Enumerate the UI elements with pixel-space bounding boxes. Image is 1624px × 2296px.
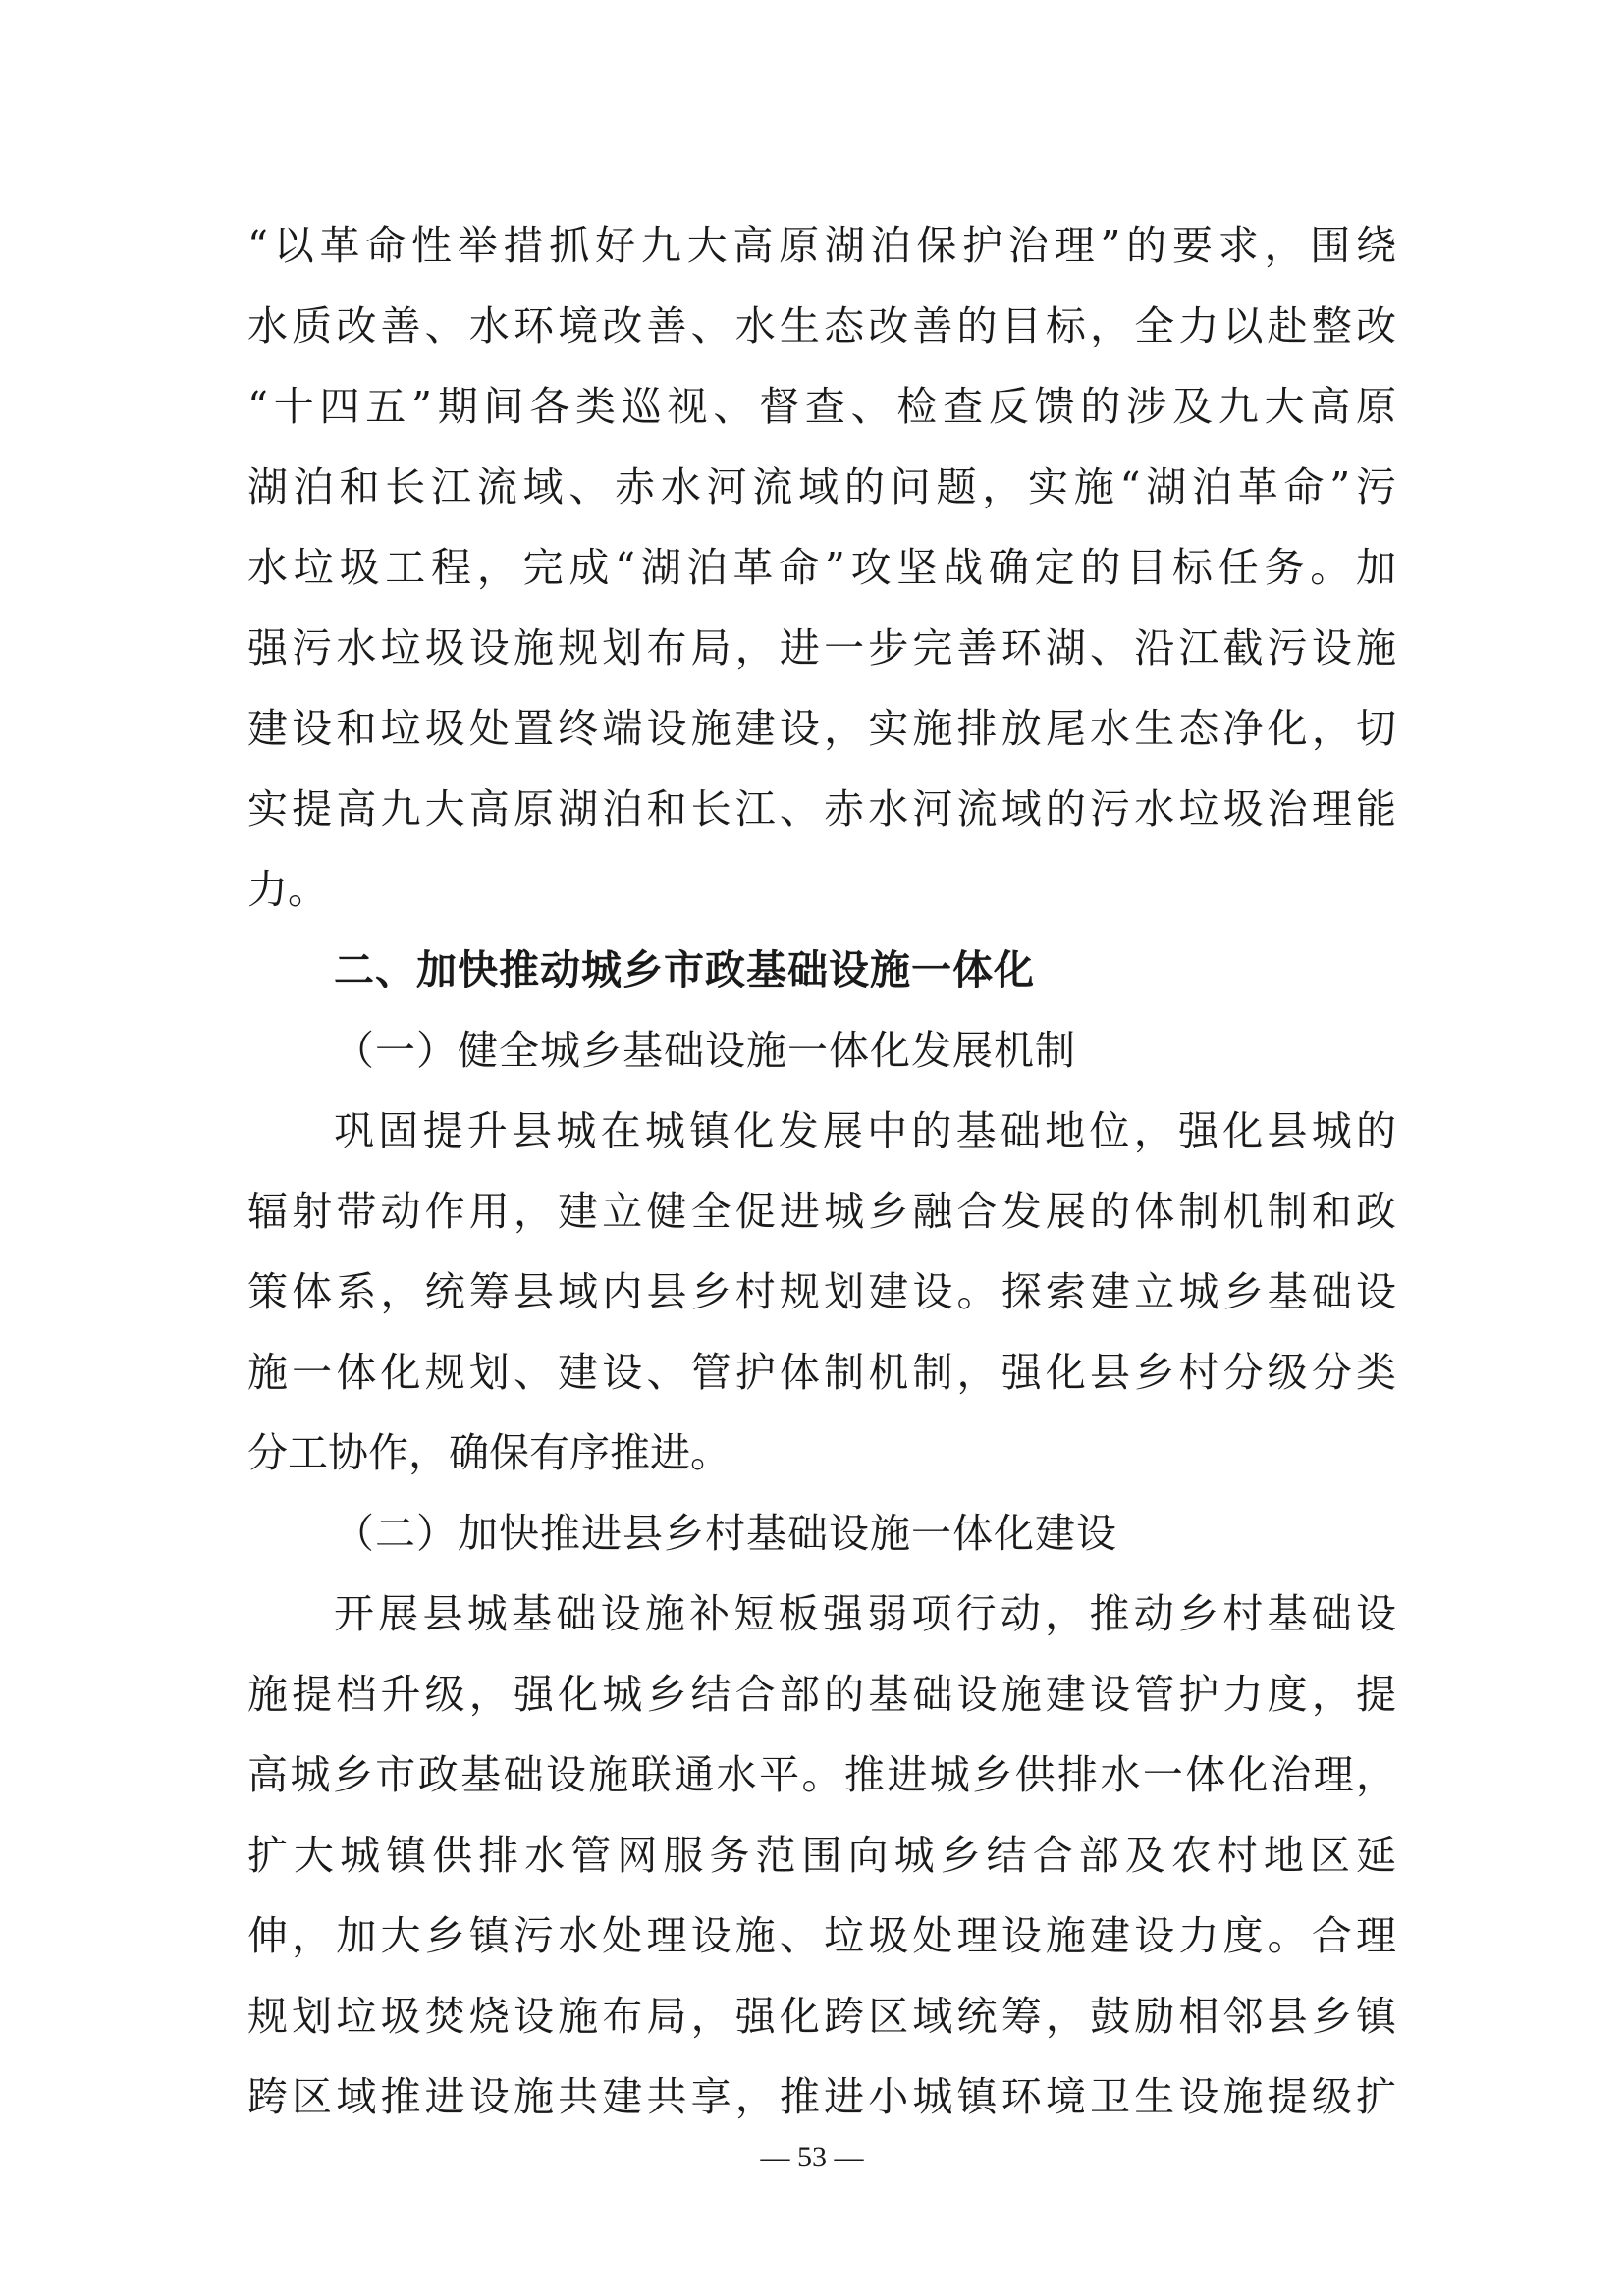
text-line: 分工协作，确保有序推进。 <box>247 1429 731 1476</box>
text-line: 力。 <box>247 866 328 913</box>
text-line: 巩固提升县城在城镇化发展中的基础地位，强化县城的 <box>334 1107 1396 1154</box>
text-line: “以革命性举措抓好九大高原湖泊保护治理”的要求，围绕 <box>247 222 1396 269</box>
text-line: 规划垃圾焚烧设施布局，强化跨区域统筹，鼓励相邻县乡镇 <box>247 1993 1396 2040</box>
text-line: 高城乡市政基础设施联通水平。推进城乡供排水一体化治理， <box>247 1751 1396 1798</box>
text-line: 施提档升级，强化城乡结合部的基础设施建设管护力度，提 <box>247 1671 1396 1718</box>
text-line: 水垃圾工程，完成“湖泊革命”攻坚战确定的目标任务。加 <box>247 544 1396 591</box>
text-line: 建设和垃圾处置终端设施建设，实施排放尾水生态净化，切 <box>247 705 1396 752</box>
text-line: 开展县城基础设施补短板强弱项行动，推动乡村基础设 <box>334 1590 1396 1637</box>
text-line: 水质改善、水环境改善、水生态改善的目标，全力以赴整改 <box>247 302 1396 349</box>
text-line: “十四五”期间各类巡视、督查、检查反馈的涉及九大高原 <box>247 383 1396 430</box>
page-number: — 53 — <box>760 2141 864 2173</box>
subsection-heading: （一）健全城乡基础设施一体化发展机制 <box>334 1027 1076 1074</box>
text-line: 跨区域推进设施共建共享，推进小城镇环境卫生设施提级扩 <box>247 2073 1396 2120</box>
text-line: 施一体化规划、建设、管护体制机制，强化县乡村分级分类 <box>247 1349 1396 1396</box>
text-line: 强污水垃圾设施规划布局，进一步完善环湖、沿江截污设施 <box>247 624 1396 671</box>
text-line: 辐射带动作用，建立健全促进城乡融合发展的体制机制和政 <box>247 1188 1396 1235</box>
text-line: 实提高九大高原湖泊和长江、赤水河流域的污水垃圾治理能 <box>247 785 1396 832</box>
text-line: 策体系，统筹县域内县乡村规划建设。探索建立城乡基础设 <box>247 1268 1396 1315</box>
text-line: 伸，加大乡镇污水处理设施、垃圾处理设施建设力度。合理 <box>247 1912 1396 1959</box>
subsection-heading: （二）加快推进县乡村基础设施一体化建设 <box>334 1510 1117 1557</box>
text-line: 扩大城镇供排水管网服务范围向城乡结合部及农村地区延 <box>247 1832 1396 1879</box>
text-line: 湖泊和长江流域、赤水河流域的问题，实施“湖泊革命”污 <box>247 463 1396 510</box>
section-heading: 二、加快推动城乡市政基础设施一体化 <box>334 946 1035 993</box>
